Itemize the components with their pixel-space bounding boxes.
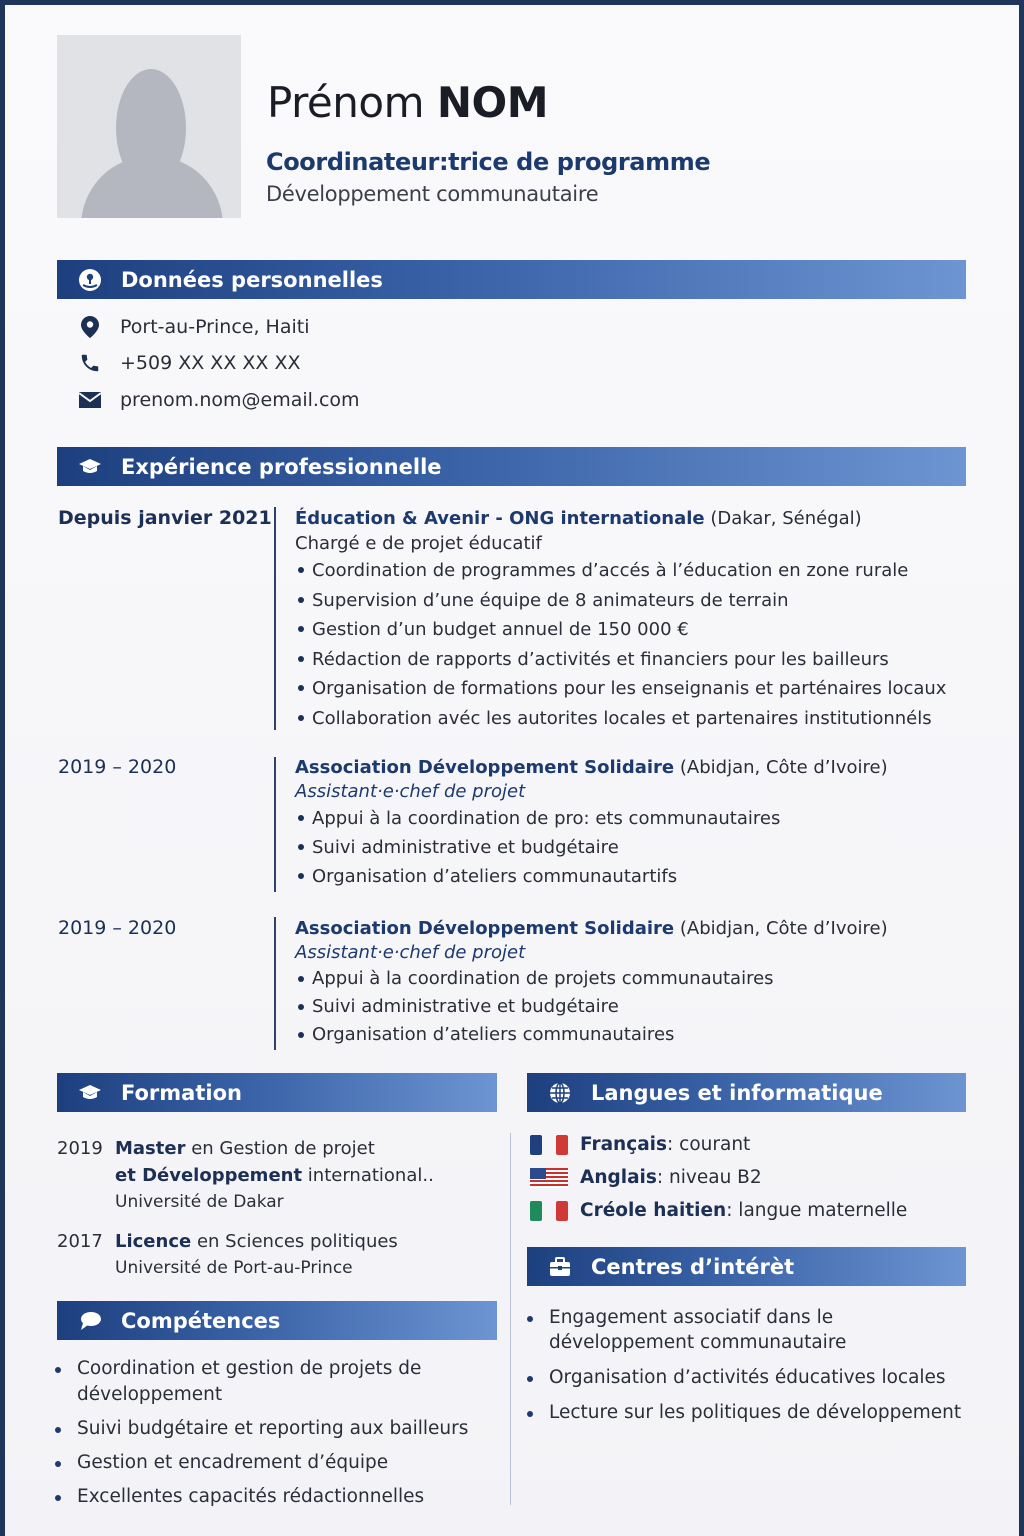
job-title: Coordinateur:trice de programme: [266, 148, 711, 176]
organization-location: (Abidjan, Côte d’Ivoire): [674, 918, 888, 939]
job-role: Chargé e de projet éducatif: [295, 533, 542, 554]
responsibility-list: [295, 556, 946, 733]
education-year: 2019: [57, 1138, 103, 1159]
user-circle-icon: [77, 267, 103, 293]
list-item: Engagement associatif dans le développement communautaire: [527, 1305, 977, 1355]
section-header-interests: [527, 1247, 966, 1286]
language-name: Créole haitien: [580, 1200, 727, 1221]
language-name: Français: [580, 1134, 668, 1155]
phone-text: +509 XX XX XX XX: [120, 352, 301, 374]
location-text: Port-au-Prince, Haiti: [120, 316, 310, 338]
education-school: Université de Port-au-Prince: [115, 1258, 353, 1278]
section-title: Centres d’intérèt: [591, 1254, 795, 1279]
usa-flag-icon: [530, 1168, 568, 1188]
full-name: [267, 78, 548, 127]
job-subtitle: Développement communautaire: [266, 182, 599, 206]
organization-name: Association Développement Solidaire: [295, 918, 675, 939]
list-item: Excellentes capacités rédactionnelles: [55, 1484, 475, 1510]
profile-photo-placeholder: [57, 35, 241, 218]
section-title: Expérience professionnelle: [121, 454, 442, 479]
timeline-divider: [274, 507, 276, 730]
organization-location: (Dakar, Sénégal): [704, 508, 862, 529]
list-item: Lecture sur les politiques de développement: [527, 1400, 977, 1425]
degree-type: Licence: [115, 1231, 192, 1252]
job-role: Assistant·e·chef de projet: [295, 781, 526, 802]
list-item: Coordination et gestion de projets de développement: [55, 1356, 475, 1408]
contact-location: [78, 315, 309, 339]
contact-phone: [78, 351, 300, 375]
job-role: Assistant·e·chef de projet: [295, 942, 526, 963]
degree-field: en Gestion de projet: [185, 1138, 375, 1159]
list-item: Appui à la coordination de projets communautaires: [295, 965, 888, 993]
skills-list: [55, 1356, 475, 1510]
section-header-experience: [57, 447, 966, 486]
list-item: Organisation d’activités éducatives locales: [527, 1365, 977, 1390]
organization-name: Éducation & Avenir - ONG internationale: [295, 508, 705, 529]
organization-location: (Abidjan, Côte d’Ivoire): [674, 757, 888, 778]
timeline-divider: [274, 917, 276, 1050]
graduation-cap-icon: [77, 1080, 103, 1106]
haiti-flag-icon: [530, 1201, 568, 1221]
education-degree: [57, 1228, 398, 1255]
list-item: Collaboration avéc les autorites locales et partenaires institutionnéls: [295, 704, 946, 734]
list-item: Gestion et encadrement d’équipe: [55, 1450, 475, 1476]
section-header-languages: [527, 1073, 966, 1112]
degree-field-rest: international..: [302, 1165, 434, 1186]
education-school: Université de Dakar: [115, 1192, 284, 1212]
first-name: Prénom: [267, 78, 425, 127]
language-level: : niveau B2: [656, 1167, 762, 1188]
section-title: Formation: [121, 1080, 242, 1105]
degree-field-bold: et Développement: [115, 1165, 303, 1186]
experience-date: Depuis janvier 2021: [58, 507, 272, 529]
envelope-icon: [78, 388, 102, 412]
organization-name: Association Développement Solidaire: [295, 757, 675, 778]
contact-email: [78, 388, 360, 412]
language-item: [530, 1134, 750, 1155]
list-item: Suivi administrative et budgétaire: [295, 993, 888, 1021]
education-degree: [57, 1135, 434, 1162]
timeline-divider: [274, 757, 276, 892]
section-header-skills: [57, 1301, 497, 1340]
language-level: : courant: [667, 1134, 751, 1155]
last-name: NOM: [436, 78, 549, 127]
section-header-education: [57, 1073, 497, 1112]
section-header-personal: [57, 260, 966, 299]
graduation-cap-icon: [77, 454, 103, 480]
responsibility-list: [295, 965, 888, 1049]
email-text[interactable]: prenom.nom@email.com: [120, 389, 360, 411]
education-year: 2017: [57, 1231, 103, 1252]
language-name: Anglais: [580, 1167, 657, 1188]
list-item: Rédaction de rapports d’activités et financiers pour les bailleurs: [295, 645, 946, 675]
education-entry: [57, 1135, 434, 1216]
list-item: Organisation de formations pour les enseignanis et parténaires locaux: [295, 674, 946, 704]
avatar-body-shape: [81, 156, 223, 218]
experience-heading: [295, 916, 888, 941]
list-item: Gestion d’un budget annuel de 150 000 €: [295, 615, 946, 645]
degree-type: Master: [115, 1138, 186, 1159]
responsibility-list: [295, 804, 888, 891]
experience-heading: [295, 755, 888, 780]
section-title: Compétences: [121, 1308, 281, 1333]
phone-icon: [78, 351, 102, 375]
list-item: Organisation d’ateliers communautartifs: [295, 862, 888, 891]
column-divider: [510, 1133, 511, 1505]
experience-entry: [295, 506, 946, 733]
degree-field: en Sciences politiques: [191, 1231, 398, 1252]
speech-bubble-icon: [77, 1308, 103, 1334]
briefcase-icon: [547, 1254, 573, 1280]
experience-date: 2019 – 2020: [58, 756, 177, 778]
globe-icon: [547, 1080, 573, 1106]
language-item: [530, 1167, 762, 1188]
education-entry: [57, 1228, 398, 1282]
language-item: [530, 1200, 907, 1221]
france-flag-icon: [530, 1135, 568, 1155]
interests-list: [527, 1305, 977, 1425]
experience-heading: [295, 506, 946, 532]
language-level: : langue maternelle: [726, 1200, 908, 1221]
list-item: Suivi budgétaire et reporting aux bailleurs: [55, 1416, 475, 1442]
experience-date: 2019 – 2020: [58, 917, 177, 939]
experience-entry: [295, 916, 888, 1049]
section-title: Données personnelles: [121, 267, 383, 292]
section-title: Langues et informatique: [591, 1080, 883, 1105]
education-degree-line2: [57, 1162, 434, 1189]
map-pin-icon: [78, 315, 102, 339]
list-item: Coordination de programmes d’accés à l’éducation en zone rurale: [295, 556, 946, 586]
list-item: Supervision d’une équipe de 8 animateurs de terrain: [295, 586, 946, 616]
list-item: Appui à la coordination de pro: ets communautaires: [295, 804, 888, 833]
list-item: Organisation d’ateliers communautaires: [295, 1021, 888, 1049]
list-item: Suivi administrative et budgétaire: [295, 833, 888, 862]
experience-entry: [295, 755, 888, 891]
